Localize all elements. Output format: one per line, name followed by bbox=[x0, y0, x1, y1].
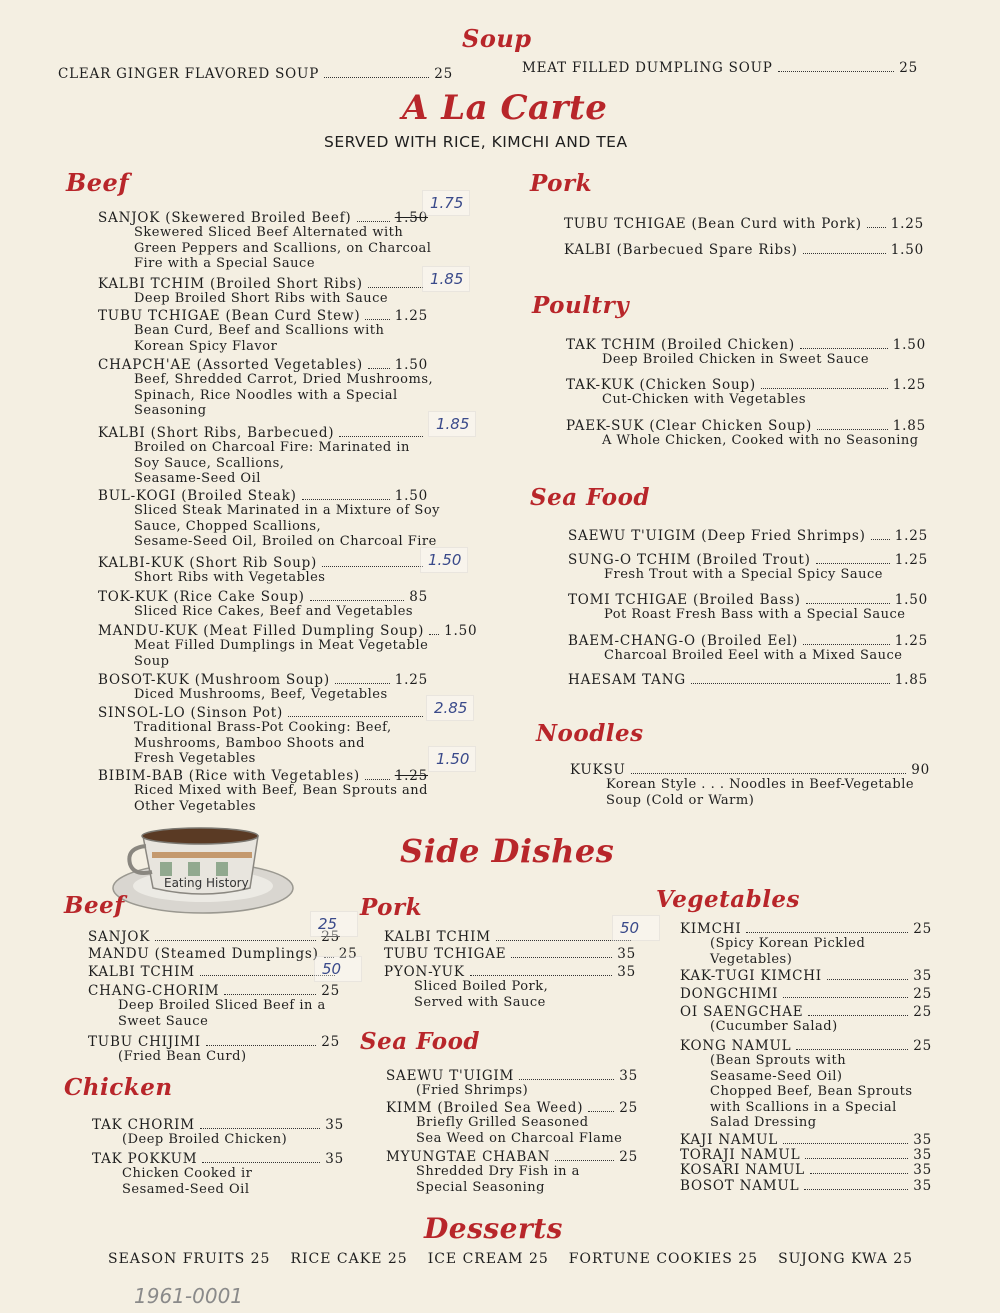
menu-item bbox=[680, 921, 932, 937]
menu-item bbox=[98, 768, 428, 784]
menu-item-price: 25 bbox=[321, 983, 340, 999]
seafood-heading: Sea Food bbox=[530, 484, 650, 511]
menu-item-name: CHANG-CHORIM bbox=[88, 983, 220, 999]
menu-item-name: TORAJI NAMUL bbox=[680, 1147, 801, 1163]
menu-item-price: 1.50 bbox=[394, 488, 428, 504]
menu-item-description: Deep Broiled Sliced Beef in a Sweet Sauce bbox=[118, 998, 326, 1029]
menu-item-price: 1.25 bbox=[394, 768, 428, 784]
menu-item-name: KALBI TCHIM (Broiled Short Ribs) bbox=[98, 276, 363, 292]
menu-item bbox=[564, 216, 924, 232]
pork-heading: Pork bbox=[530, 170, 593, 197]
side-pork-heading: Pork bbox=[360, 894, 423, 921]
menu-item-name: MANDU-KUK (Meat Filled Dumpling Soup) bbox=[98, 623, 425, 639]
dot-leader bbox=[803, 253, 886, 254]
watermark-text: Eating History bbox=[164, 876, 249, 890]
dot-leader bbox=[817, 429, 888, 430]
dot-leader bbox=[867, 227, 886, 228]
menu-item bbox=[680, 986, 932, 1002]
dessert-item: ICE CREAM 25 bbox=[427, 1251, 549, 1267]
menu-item-name: KAJI NAMUL bbox=[680, 1132, 779, 1148]
menu-item-price: 25 bbox=[913, 1038, 932, 1054]
menu-item-description: Meat Filled Dumplings in Meat Vegetable Soup bbox=[134, 638, 429, 669]
menu-item bbox=[568, 633, 928, 649]
menu-item-description: (Fried Bean Curd) bbox=[118, 1049, 247, 1064]
menu-item bbox=[98, 488, 428, 504]
menu-item bbox=[680, 1004, 932, 1020]
menu-item-description: Skewered Sliced Beef Alternated with Green Peppers and Scallions, on Charcoal Fire with a Special Sauce bbox=[134, 225, 432, 271]
menu-item-name: BAEM-CHANG-O (Broiled Eel) bbox=[568, 633, 799, 649]
menu-item bbox=[568, 528, 928, 544]
dot-leader bbox=[470, 975, 612, 976]
menu-item bbox=[92, 1117, 344, 1133]
menu-item bbox=[680, 1178, 932, 1194]
menu-item-name: BOSOT-KUK (Mushroom Soup) bbox=[98, 672, 330, 688]
menu-item bbox=[384, 929, 636, 945]
menu-item bbox=[98, 705, 428, 721]
soup-item: CLEAR GINGER FLAVORED SOUP 25 bbox=[58, 66, 453, 82]
dot-leader bbox=[805, 1158, 908, 1159]
menu-item-name: DONGCHIMI bbox=[680, 986, 779, 1002]
dot-leader bbox=[871, 539, 890, 540]
menu-item-description: Sliced Boiled Pork, Served with Sauce bbox=[414, 979, 549, 1010]
menu-item-description: Sliced Rice Cakes, Beef and Vegetables bbox=[134, 604, 414, 619]
menu-item-name: TUBU TCHIGAE (Bean Curd Stew) bbox=[98, 308, 361, 324]
menu-item bbox=[88, 964, 340, 980]
menu-item bbox=[98, 425, 428, 441]
menu-item-description: (Bean Sprouts with Seasame-Seed Oil) Chopped Beef, Bean Sprouts with Scallions in a Special Salad Dressing bbox=[710, 1053, 913, 1130]
menu-item-price: 1.25 bbox=[394, 308, 428, 324]
desserts-heading: Desserts bbox=[424, 1212, 563, 1245]
dot-leader bbox=[206, 1045, 316, 1046]
dot-leader bbox=[368, 368, 390, 369]
menu-item-name: TUBU CHIJIMI bbox=[88, 1034, 201, 1050]
menu-item-name: TAK-KUK (Chicken Soup) bbox=[566, 377, 756, 393]
menu-item-description: Traditional Brass-Pot Cooking: Beef, Mushrooms, Bamboo Shoots and Fresh Vegetables bbox=[134, 720, 392, 766]
menu-item-price: 25 bbox=[913, 921, 932, 937]
dot-leader bbox=[339, 436, 423, 437]
menu-item-price: 1.50 bbox=[394, 357, 428, 373]
dot-leader bbox=[310, 600, 405, 601]
menu-item-description: Korean Style . . . Noodles in Beef-Vegetable Soup (Cold or Warm) bbox=[606, 777, 915, 808]
menu-item bbox=[98, 276, 428, 292]
noodles-heading: Noodles bbox=[536, 720, 644, 747]
menu-item bbox=[98, 357, 428, 373]
dot-leader bbox=[588, 1111, 614, 1112]
menu-item bbox=[570, 762, 930, 778]
dot-leader bbox=[816, 563, 890, 564]
menu-item-name: SANJOK bbox=[88, 929, 151, 945]
menu-item-name: SINSOL-LO (Sinson Pot) bbox=[98, 705, 284, 721]
dot-leader bbox=[302, 499, 390, 500]
menu-item bbox=[384, 946, 636, 962]
menu-item-price: 25 bbox=[321, 1034, 340, 1050]
menu-item-description: Sliced Steak Marinated in a Mixture of Soy Sauce, Chopped Scallions, Sesame-Seed Oil, Broiled on Charcoal Fire bbox=[134, 503, 440, 549]
menu-item-price: 90 bbox=[911, 762, 930, 778]
handwritten-price: 50 bbox=[322, 960, 342, 978]
menu-item-description: Deep Broiled Chicken in Sweet Sauce bbox=[602, 352, 870, 367]
dot-leader bbox=[796, 1049, 908, 1050]
menu-item-name: PAEK-SUK (Clear Chicken Soup) bbox=[566, 418, 813, 434]
menu-item-price: 35 bbox=[325, 1151, 344, 1167]
menu-item-name: MYUNGTAE CHABAN bbox=[386, 1149, 551, 1165]
menu-item bbox=[384, 964, 636, 980]
dot-leader bbox=[803, 644, 890, 645]
menu-item-name: BIBIM-BAB (Rice with Vegetables) bbox=[98, 768, 360, 784]
menu-item-name: TOK-KUK (Rice Cake Soup) bbox=[98, 589, 305, 605]
menu-item-name: KALBI TCHIM bbox=[88, 964, 195, 980]
menu-item-description: Shredded Dry Fish in a Special Seasoning bbox=[416, 1164, 580, 1195]
handwritten-price: 1.50 bbox=[428, 551, 462, 569]
menu-item-name: SUNG-O TCHIM (Broiled Trout) bbox=[568, 552, 811, 568]
side-vegetables-heading: Vegetables bbox=[656, 886, 801, 913]
menu-item-description: Briefly Grilled Seasoned Sea Weed on Charcoal Flame bbox=[416, 1115, 623, 1146]
menu-item-name: BUL-KOGI (Broiled Steak) bbox=[98, 488, 297, 504]
handwritten-price: 2.85 bbox=[434, 699, 468, 717]
dot-leader bbox=[288, 716, 423, 717]
menu-item-price: 35 bbox=[913, 1132, 932, 1148]
menu-item-price: 1.25 bbox=[892, 377, 926, 393]
handwritten-price: 1.75 bbox=[430, 194, 464, 212]
menu-item bbox=[568, 672, 928, 688]
menu-item-price: 35 bbox=[617, 964, 636, 980]
menu-item-name: TAK CHORIM bbox=[92, 1117, 195, 1133]
menu-item-description: Riced Mixed with Beef, Bean Sprouts and Other Vegetables bbox=[134, 783, 429, 814]
menu-item bbox=[98, 589, 428, 605]
menu-item bbox=[564, 242, 924, 258]
dot-leader bbox=[202, 1162, 320, 1163]
menu-item bbox=[386, 1068, 638, 1084]
dot-leader bbox=[804, 1189, 908, 1190]
menu-item-description: (Cucumber Salad) bbox=[710, 1019, 838, 1034]
handwritten-price: 1.85 bbox=[436, 415, 470, 433]
dot-leader bbox=[783, 997, 908, 998]
menu-item bbox=[98, 210, 428, 226]
menu-item bbox=[88, 946, 358, 962]
dot-leader bbox=[335, 683, 390, 684]
menu-item-name: BOSOT NAMUL bbox=[680, 1178, 800, 1194]
dot-leader bbox=[761, 388, 888, 389]
dot-leader bbox=[519, 1079, 614, 1080]
dot-leader bbox=[365, 319, 389, 320]
side-chicken-heading: Chicken bbox=[64, 1074, 173, 1101]
menu-item bbox=[680, 1147, 932, 1163]
soup-heading: Soup bbox=[462, 24, 532, 53]
dessert-item: SEASON FRUITS 25 bbox=[108, 1251, 271, 1267]
menu-item-name: TAK TCHIM (Broiled Chicken) bbox=[566, 337, 795, 353]
handwritten-price: 1.85 bbox=[430, 270, 464, 288]
dot-leader bbox=[810, 1173, 908, 1174]
menu-item-price: 35 bbox=[913, 1178, 932, 1194]
menu-item bbox=[680, 1162, 932, 1178]
side-dishes-heading: Side Dishes bbox=[400, 832, 615, 870]
menu-item-price: 25 bbox=[338, 946, 358, 962]
menu-item-price: 1.50 bbox=[890, 242, 924, 258]
soup-item: MEAT FILLED DUMPLING SOUP 25 bbox=[522, 60, 918, 76]
menu-item-price: 35 bbox=[913, 1147, 932, 1163]
beef-heading: Beef bbox=[66, 168, 130, 197]
menu-item bbox=[568, 592, 928, 608]
dessert-item: FORTUNE COOKIES 25 bbox=[568, 1251, 759, 1267]
menu-item bbox=[680, 968, 932, 984]
dot-leader bbox=[368, 287, 423, 288]
menu-item-description: Diced Mushrooms, Beef, Vegetables bbox=[134, 687, 388, 702]
menu-item-description: (Deep Broiled Chicken) bbox=[122, 1132, 288, 1147]
dot-leader bbox=[224, 994, 316, 995]
dot-leader bbox=[357, 221, 390, 222]
side-beef-heading: Beef bbox=[64, 892, 125, 919]
menu-item bbox=[88, 929, 340, 945]
menu-item-description: Pot Roast Fresh Bass with a Special Sauce bbox=[604, 607, 906, 622]
menu-item-name: KUKSU bbox=[570, 762, 626, 778]
menu-item-description: (Fried Shrimps) bbox=[416, 1083, 529, 1098]
menu-item bbox=[88, 983, 340, 999]
menu-item bbox=[98, 555, 428, 571]
menu-item-price: 25 bbox=[619, 1149, 638, 1165]
menu-item bbox=[92, 1151, 344, 1167]
dot-leader bbox=[365, 779, 390, 780]
menu-item bbox=[88, 1034, 340, 1050]
menu-item-description: (Spicy Korean Pickled Vegetables) bbox=[710, 936, 866, 967]
menu-item bbox=[566, 337, 926, 353]
menu-item-price: 35 bbox=[913, 968, 932, 984]
menu-item bbox=[566, 377, 926, 393]
menu-item-price: 25 bbox=[619, 1100, 638, 1116]
teacup-image bbox=[108, 826, 298, 921]
menu-item-price: 1.85 bbox=[894, 672, 928, 688]
side-seafood-heading: Sea Food bbox=[360, 1028, 480, 1055]
menu-item-price: 35 bbox=[913, 1162, 932, 1178]
poultry-heading: Poultry bbox=[532, 292, 630, 319]
menu-item-name: TUBU TCHIGAE bbox=[384, 946, 507, 962]
menu-item-name: SANJOK (Skewered Broiled Beef) bbox=[98, 210, 352, 226]
menu-item-name: KALBI TCHIM bbox=[384, 929, 491, 945]
menu-item-price: 1.25 bbox=[890, 216, 924, 232]
menu-item-description: Deep Broiled Short Ribs with Sauce bbox=[134, 291, 389, 306]
menu-item-name: KALBI (Short Ribs, Barbecued) bbox=[98, 425, 335, 441]
archive-note: 1961-0001 bbox=[134, 1284, 244, 1308]
menu-item-price: 85 bbox=[409, 589, 428, 605]
dot-leader bbox=[429, 634, 439, 635]
menu-item-price: 1.50 bbox=[444, 623, 478, 639]
menu-item-price: 1.50 bbox=[892, 337, 926, 353]
dot-leader bbox=[808, 1015, 908, 1016]
menu-item-description: A Whole Chicken, Cooked with no Seasoning bbox=[602, 433, 919, 448]
menu-item-name: KIMCHI bbox=[680, 921, 742, 937]
dot-leader bbox=[631, 773, 907, 774]
menu-item-price: 1.50 bbox=[394, 210, 428, 226]
menu-item bbox=[98, 623, 478, 639]
menu-item bbox=[98, 672, 428, 688]
dot-leader bbox=[555, 1160, 614, 1161]
menu-item-description: Short Ribs with Vegetables bbox=[134, 570, 326, 585]
alacarte-subtitle: SERVED WITH RICE, KIMCHI AND TEA bbox=[324, 133, 628, 151]
menu-item bbox=[98, 308, 428, 324]
handwritten-price: 25 bbox=[318, 915, 338, 933]
menu-item-name: SAEWU T'UIGIM (Deep Fried Shrimps) bbox=[568, 528, 866, 544]
menu-item-description: Fresh Trout with a Special Spicy Sauce bbox=[604, 567, 883, 582]
menu-item bbox=[680, 1132, 932, 1148]
menu-item bbox=[568, 552, 928, 568]
menu-item-description: Cut-Chicken with Vegetables bbox=[602, 392, 807, 407]
menu-item-name: CHAPCH'AE (Assorted Vegetables) bbox=[98, 357, 363, 373]
menu-item-name: PYON-YUK bbox=[384, 964, 465, 980]
dot-leader bbox=[806, 603, 890, 604]
dot-leader bbox=[783, 1143, 908, 1144]
menu-item bbox=[386, 1149, 638, 1165]
menu-item-price: 25 bbox=[321, 929, 340, 945]
dot-leader bbox=[827, 979, 908, 980]
menu-item-price: 1.25 bbox=[894, 633, 928, 649]
menu-item-name: KALBI-KUK (Short Rib Soup) bbox=[98, 555, 318, 571]
menu-item-name: TOMI TCHIGAE (Broiled Bass) bbox=[568, 592, 801, 608]
menu-item-price: 1.25 bbox=[894, 552, 928, 568]
dot-leader bbox=[496, 940, 631, 941]
alacarte-heading: A La Carte bbox=[402, 88, 608, 128]
dot-leader bbox=[746, 932, 908, 933]
menu-item-name: TUBU TCHIGAE (Bean Curd with Pork) bbox=[564, 216, 862, 232]
menu-item-name: SAEWU T'UIGIM bbox=[386, 1068, 515, 1084]
menu-item-price: 35 bbox=[617, 946, 636, 962]
handwritten-price: 50 bbox=[620, 919, 640, 937]
menu-item-price: 35 bbox=[325, 1117, 344, 1133]
menu-item-name: HAESAM TANG bbox=[568, 672, 686, 688]
dot-leader bbox=[322, 566, 423, 567]
menu-item-price: 1.50 bbox=[894, 592, 928, 608]
dessert-item: SUJONG KWA 25 bbox=[778, 1251, 914, 1267]
menu-item-name: KALBI (Barbecued Spare Ribs) bbox=[564, 242, 798, 258]
menu-item-name: KOSARI NAMUL bbox=[680, 1162, 805, 1178]
menu-item-price: 1.25 bbox=[394, 672, 428, 688]
menu-item-price: 1.25 bbox=[894, 528, 928, 544]
desserts-row bbox=[108, 1251, 913, 1267]
menu-item-description: Chicken Cooked ir Sesamed-Seed Oil bbox=[122, 1166, 253, 1197]
menu-item-name: KIMM (Broiled Sea Weed) bbox=[386, 1100, 584, 1116]
dot-leader bbox=[155, 940, 316, 941]
menu-item-price: 25 bbox=[913, 1004, 932, 1020]
menu-item-name: KONG NAMUL bbox=[680, 1038, 792, 1054]
menu-item-price: 25 bbox=[913, 986, 932, 1002]
menu-item-description: Beef, Shredded Carrot, Dried Mushrooms, Spinach, Rice Noodles with a Special Seasoning bbox=[134, 372, 434, 418]
menu-item-name: OI SAENGCHAE bbox=[680, 1004, 804, 1020]
menu-item-description: Charcoal Broiled Eeel with a Mixed Sauce bbox=[604, 648, 903, 663]
handwritten-price: 1.50 bbox=[436, 750, 470, 768]
menu-item-name: TAK POKKUM bbox=[92, 1151, 198, 1167]
menu-item bbox=[680, 1038, 932, 1054]
menu-item bbox=[386, 1100, 638, 1116]
dot-leader bbox=[511, 957, 612, 958]
menu-item-description: Broiled on Charcoal Fire: Marinated in Soy Sauce, Scallions, Seasame-Seed Oil bbox=[134, 440, 410, 486]
dot-leader bbox=[691, 683, 890, 684]
menu-item-name: MANDU (Steamed Dumplings) bbox=[88, 946, 319, 962]
menu-item-price: 35 bbox=[619, 1068, 638, 1084]
menu-item-description: Bean Curd, Beef and Scallions with Korean Spicy Flavor bbox=[134, 323, 385, 354]
dot-leader bbox=[200, 1128, 320, 1129]
menu-item bbox=[566, 418, 926, 434]
menu-item-name: KAK-TUGI KIMCHI bbox=[680, 968, 822, 984]
dessert-item: RICE CAKE 25 bbox=[290, 1251, 408, 1267]
menu-item-price: 1.85 bbox=[892, 418, 926, 434]
dot-leader bbox=[800, 348, 888, 349]
